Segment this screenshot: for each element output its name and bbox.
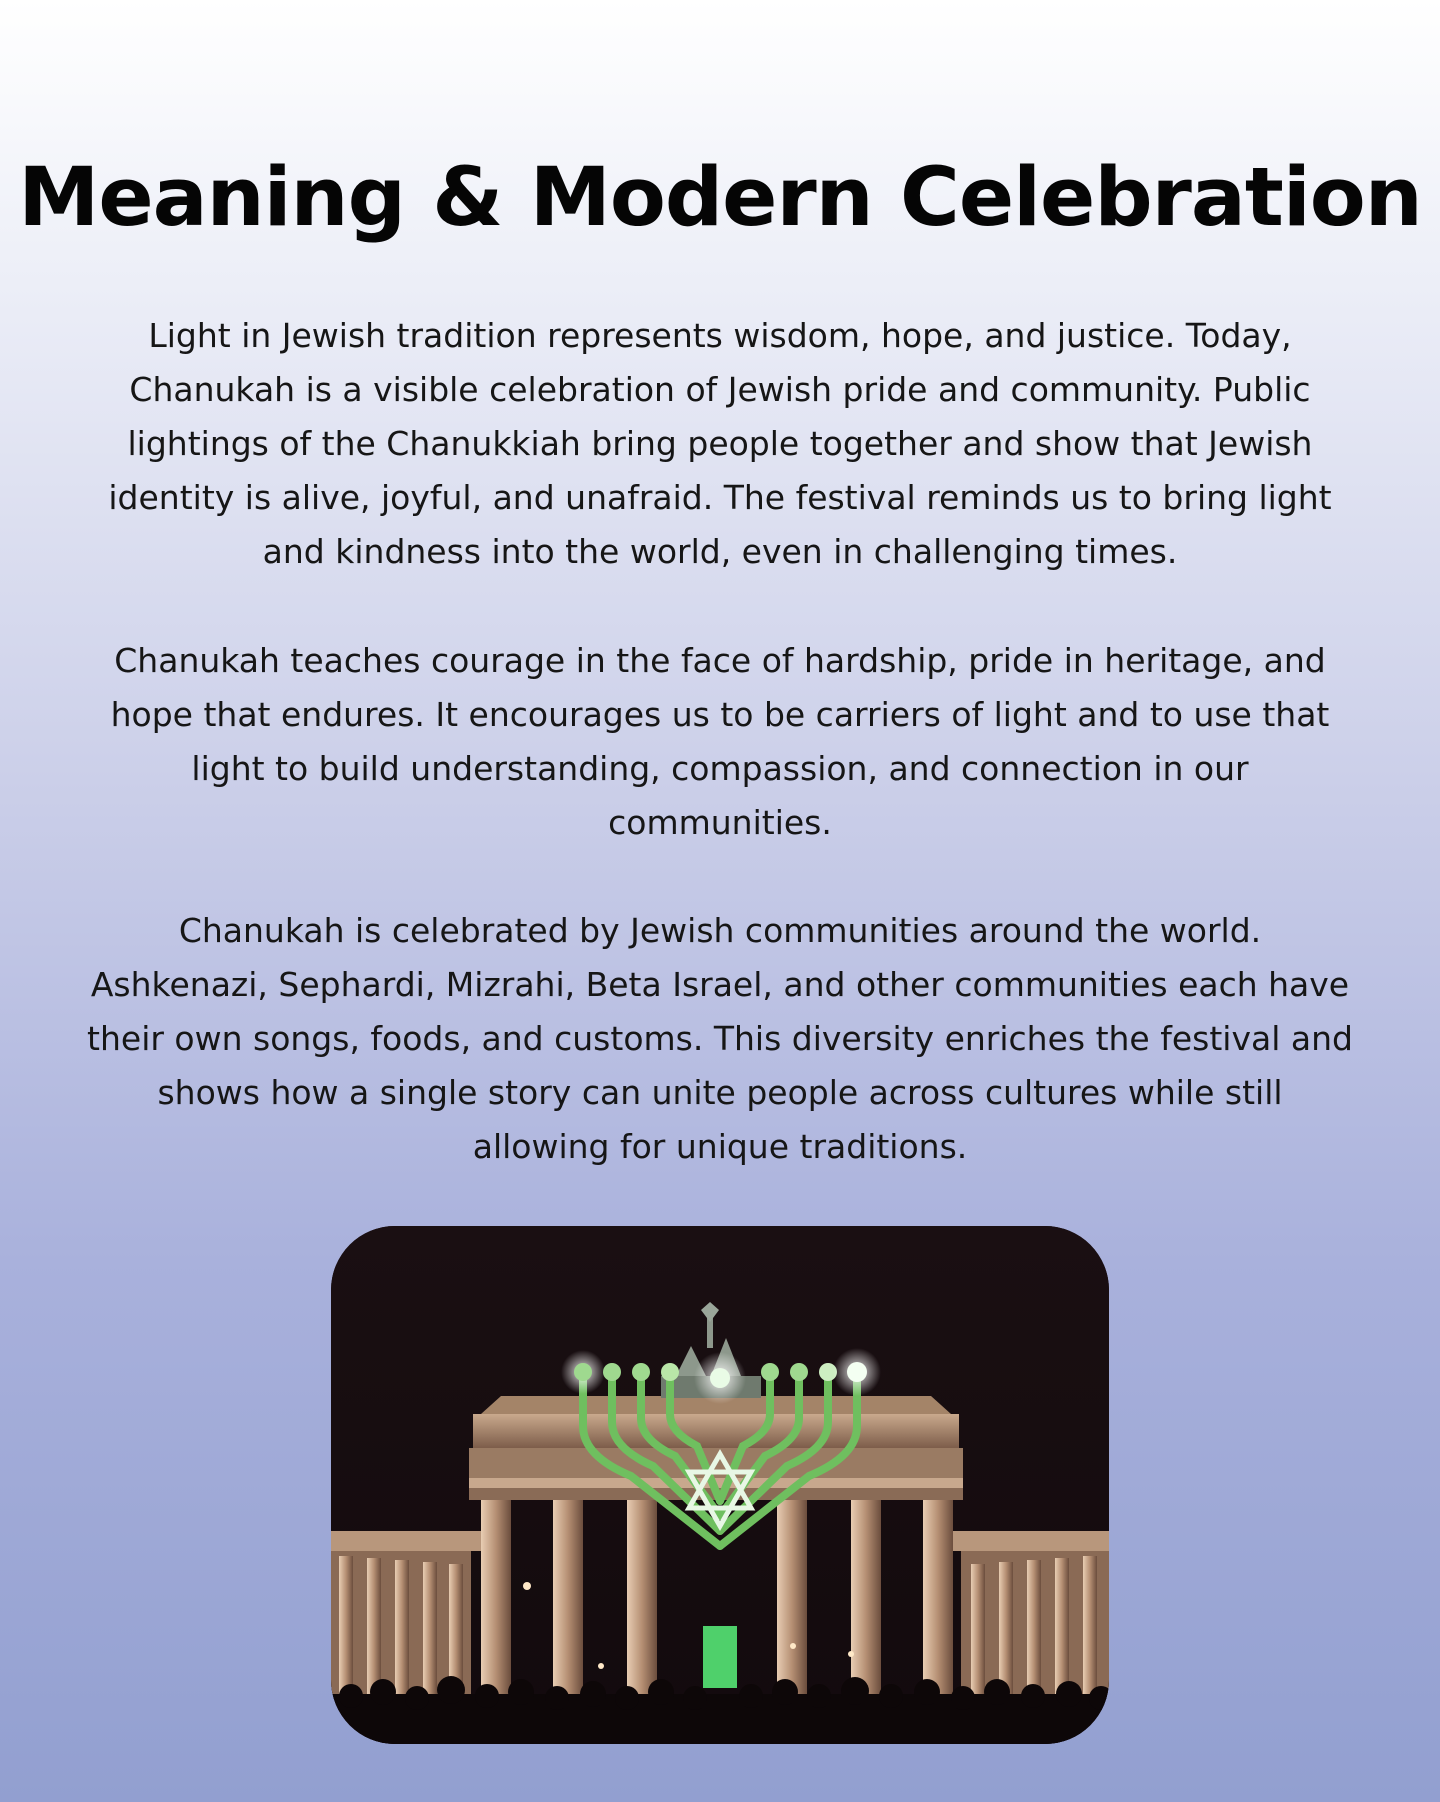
paragraph-line: shows how a single story can unite people across cultures while still [157,1073,1283,1112]
paragraph-line: communities. [608,803,832,842]
paragraph-lessons [60,634,1380,850]
paragraph-line: Chanukah is a visible celebration of Jewish pride and community. Public [129,370,1311,409]
paragraph-line: light to build understanding, compassion, and connection in our [191,749,1249,788]
page-title: Meaning & Modern Celebration [18,150,1422,245]
paragraph-line: allowing for unique traditions. [472,1127,968,1166]
paragraph-line: lightings of the Chanukkiah bring people together and show that Jewish [127,424,1313,463]
paragraph-line: Chanukah is celebrated by Jewish communities around the world. [178,911,1262,950]
menorah-gate-illustration [331,1226,1109,1744]
left-colonnade [331,1531,481,1696]
paragraph-line: identity is alive, joyful, and unafraid. The festival reminds us to bring light [108,478,1332,517]
right-colonnade [951,1531,1109,1696]
menorah-gate-photo [331,1226,1109,1744]
paragraph-line: their own songs, foods, and customs. This diversity enriches the festival and [87,1019,1353,1058]
paragraph-line: Light in Jewish tradition represents wisdom, hope, and justice. Today, [148,316,1292,355]
menorah-base [703,1626,737,1688]
paragraph-line: Ashkenazi, Sephardi, Mizrahi, Beta Israel, and other communities each have [90,965,1350,1004]
paragraph-line: hope that endures. It encourages us to be carriers of light and to use that [110,695,1330,734]
paragraph-line: and kindness into the world, even in challenging times. [262,532,1178,571]
paragraph-diversity [60,904,1380,1174]
paragraph-line: Chanukah teaches courage in the face of hardship, pride in heritage, and [114,641,1326,680]
paragraph-meaning [60,309,1380,579]
